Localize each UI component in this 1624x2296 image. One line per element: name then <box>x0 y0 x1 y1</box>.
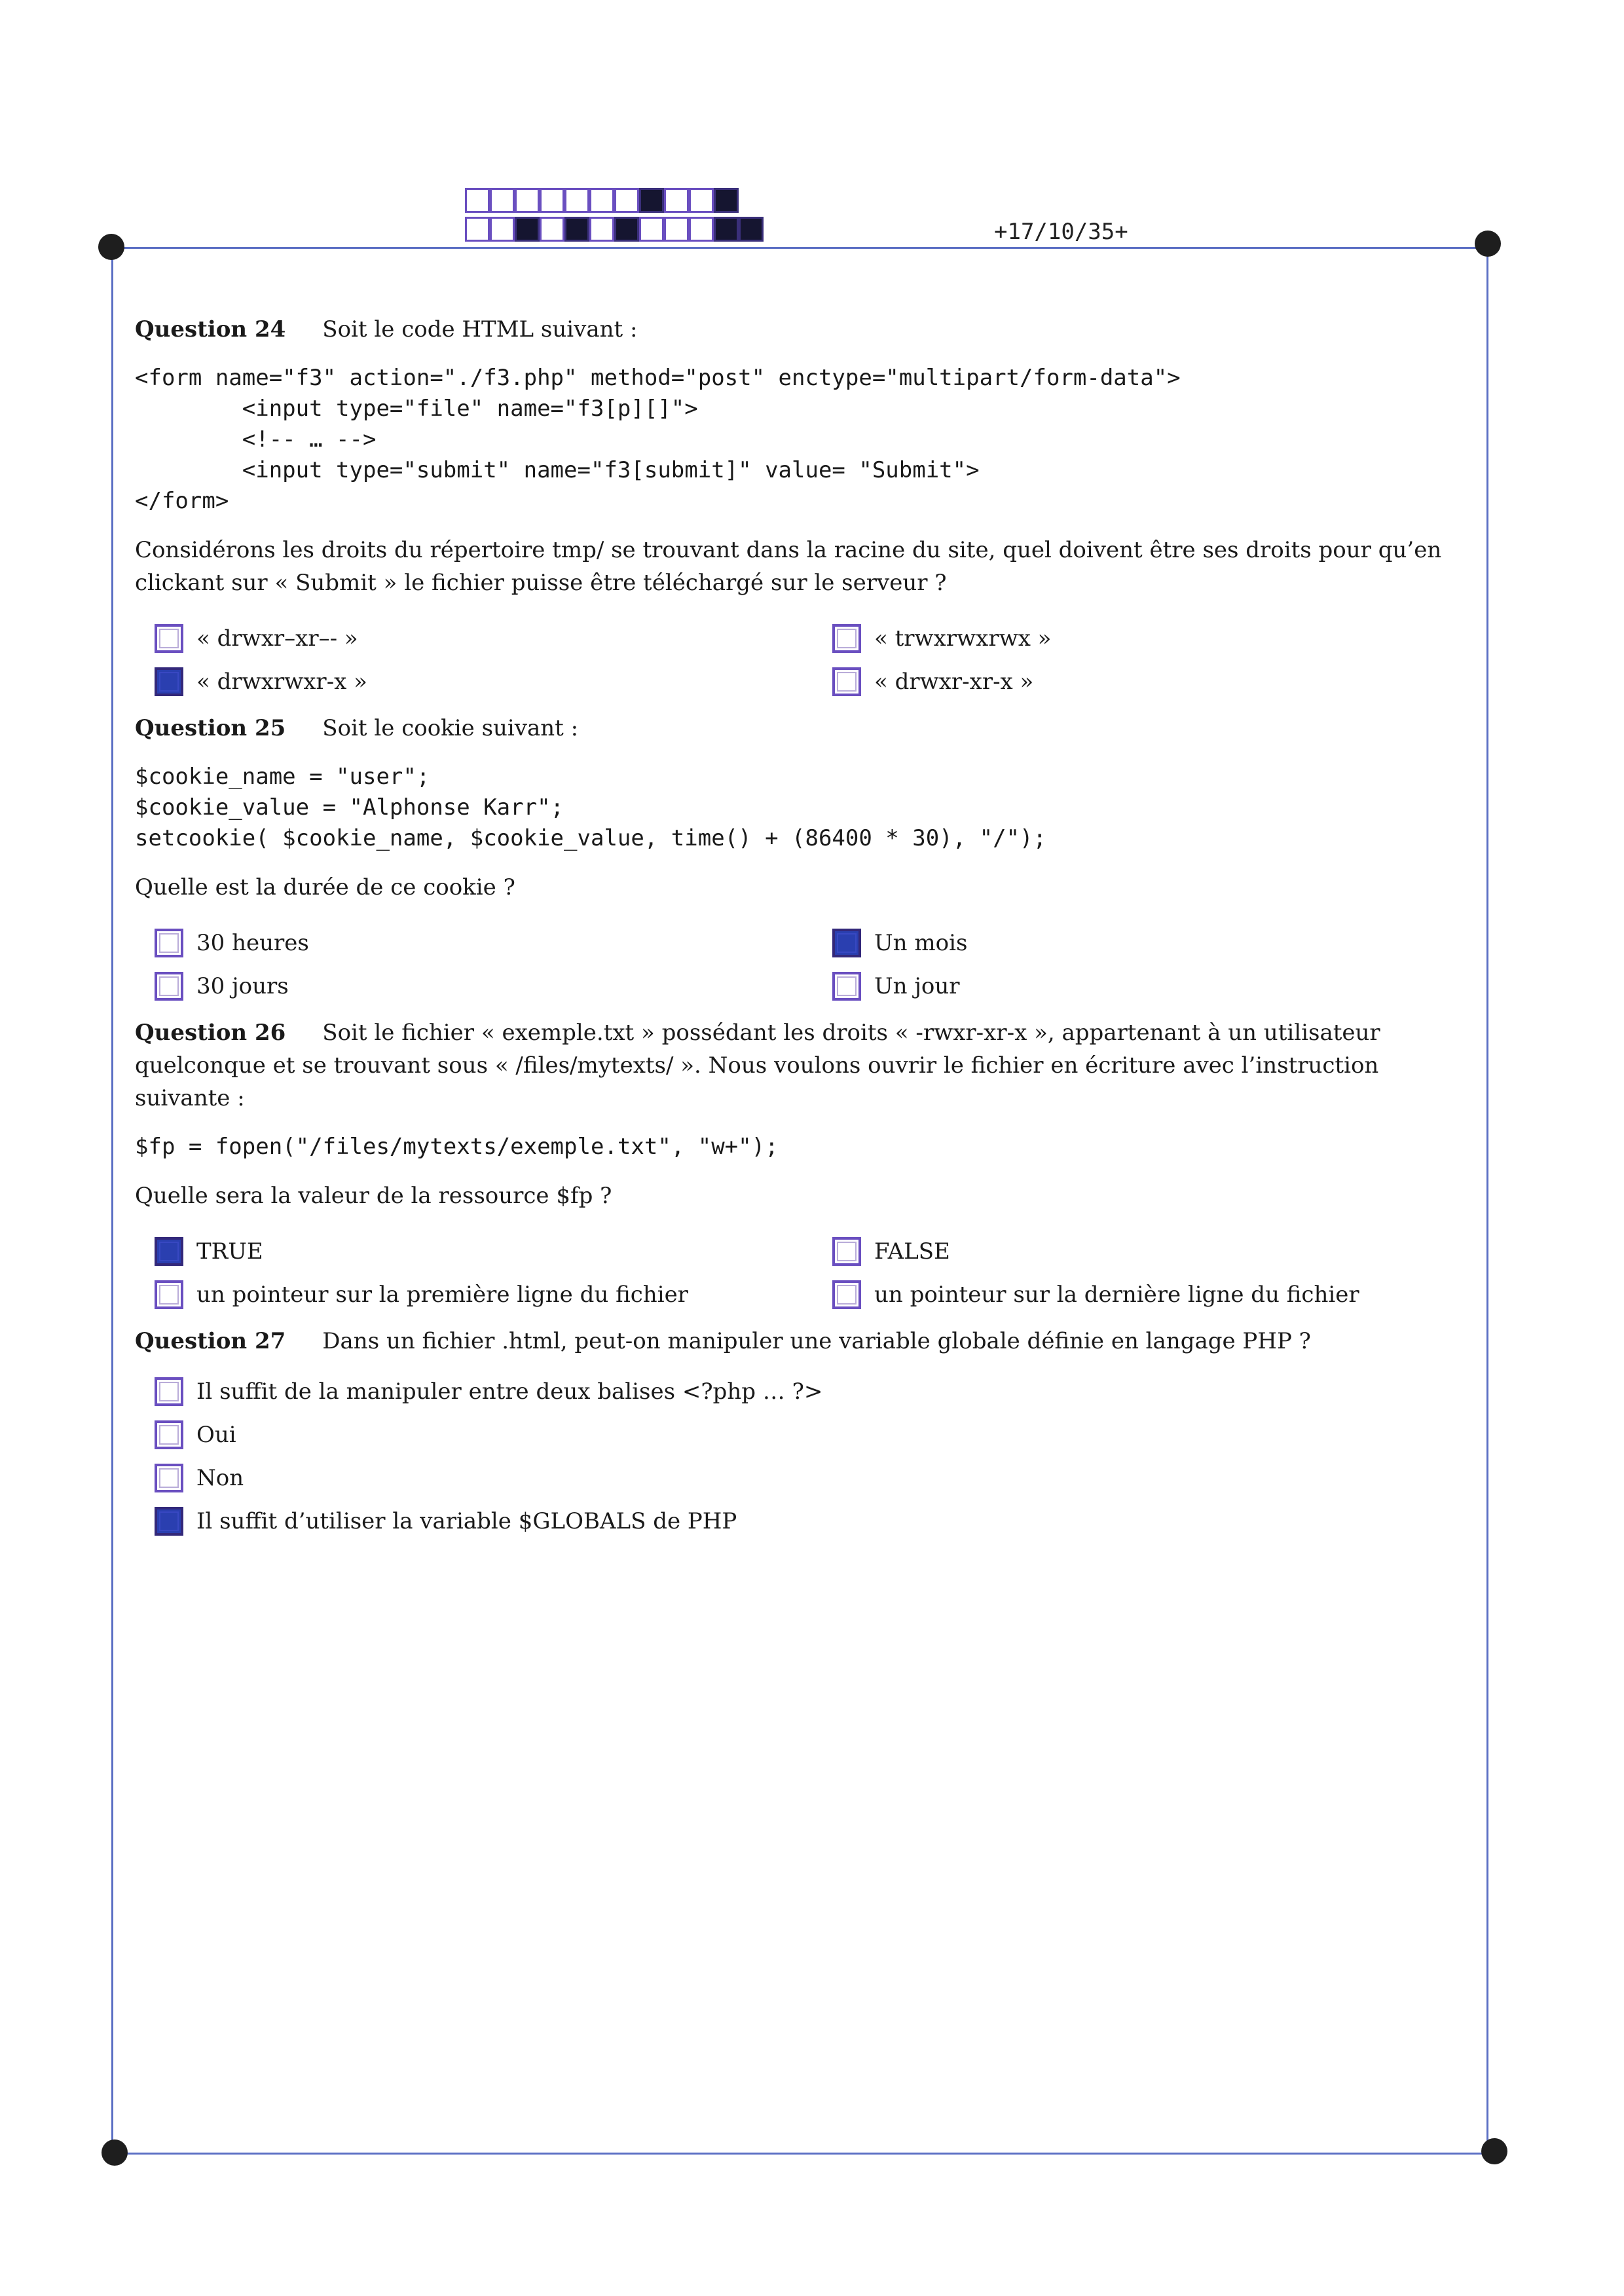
corner-marker-top-right <box>1475 231 1501 257</box>
checked-checkbox[interactable] <box>832 929 861 957</box>
barcode-row <box>465 217 764 242</box>
question-heading <box>135 712 1477 745</box>
question-heading <box>135 313 1477 346</box>
code-line: <input type="submit" name="f3[submit]" value= "Submit"> <box>135 457 980 483</box>
empty-checkbox[interactable] <box>155 929 183 957</box>
code-line: <!-- … --> <box>135 426 377 453</box>
barcode-cell <box>465 217 490 242</box>
answer-label: « drwxr–xr–- » <box>196 625 358 652</box>
answer-option[interactable] <box>832 967 1487 1006</box>
empty-checkbox[interactable] <box>832 1280 861 1309</box>
answer-label: « drwxrwxr-x » <box>196 669 367 695</box>
answer-label: Il suffit de la manipuler entre deux balises <?php … ?> <box>196 1379 823 1405</box>
frame-left-line <box>111 247 113 2156</box>
barcode-cell <box>664 188 689 213</box>
question-intro: Soit le fichier « exemple.txt » possédant les droits « -rwxr-xr-x », appartenant à un utilisateur quelconque et se trouvant sous « /files/mytexts/ ». Nous voulons ouvrir le fichier en écriture avec l’instruction suivante : <box>135 1020 1380 1111</box>
question-label: Question 24 <box>135 316 286 343</box>
empty-checkbox[interactable] <box>832 624 861 653</box>
answer-label: 30 jours <box>196 973 289 999</box>
barcode-cell <box>515 188 540 213</box>
answer-label: Non <box>196 1465 244 1491</box>
question-intro: Soit le code HTML suivant : <box>322 316 638 343</box>
answer-list <box>155 1232 1477 1314</box>
question-heading <box>135 1016 1477 1115</box>
empty-checkbox[interactable] <box>832 667 861 696</box>
answer-label: Il suffit d’utiliser la variable $GLOBALS de PHP <box>196 1508 737 1534</box>
barcode-cell <box>664 217 689 242</box>
code-line: <form name="f3" action="./f3.php" method="post" enctype="multipart/form-data"> <box>135 365 1181 391</box>
scan-barcode <box>465 188 764 246</box>
empty-checkbox[interactable] <box>155 1464 183 1492</box>
checked-checkbox[interactable] <box>155 667 183 696</box>
corner-marker-bottom-left <box>101 2139 128 2166</box>
barcode-cell <box>515 217 540 242</box>
barcode-cell <box>614 188 639 213</box>
empty-checkbox[interactable] <box>155 1377 183 1406</box>
answer-option[interactable] <box>155 923 832 963</box>
barcode-cell <box>589 217 614 242</box>
frame-right-line <box>1486 247 1488 2156</box>
answer-label: 30 heures <box>196 930 309 956</box>
question-label: Question 25 <box>135 715 286 741</box>
question-26 <box>135 1016 1477 1314</box>
answer-list <box>155 923 1477 1006</box>
questions-area <box>135 313 1477 1541</box>
answer-label: TRUE <box>196 1238 263 1265</box>
empty-checkbox[interactable] <box>832 1237 861 1266</box>
barcode-cell <box>490 188 515 213</box>
corner-marker-bottom-right <box>1481 2138 1507 2164</box>
barcode-cell <box>689 217 714 242</box>
checked-checkbox[interactable] <box>155 1507 183 1536</box>
answer-label: « trwxrwxrwx » <box>874 625 1052 652</box>
answer-option[interactable] <box>832 923 1487 963</box>
empty-checkbox[interactable] <box>832 972 861 1001</box>
question-prompt: Quelle sera la valeur de la ressource $fp ? <box>135 1183 612 1209</box>
question-25 <box>135 712 1477 1006</box>
frame-top-line <box>111 247 1486 249</box>
answer-list <box>155 1372 1477 1541</box>
answer-option[interactable] <box>832 1275 1487 1314</box>
empty-checkbox[interactable] <box>155 1420 183 1449</box>
code-block <box>135 762 1477 854</box>
answer-option[interactable] <box>155 1232 832 1271</box>
code-block <box>135 1132 1477 1162</box>
barcode-cell <box>564 217 589 242</box>
code-line: <input type="file" name="f3[p][]"> <box>135 396 698 422</box>
barcode-row <box>465 188 764 213</box>
barcode-cell <box>639 217 664 242</box>
barcode-cell <box>465 188 490 213</box>
corner-marker-top-left <box>98 234 124 260</box>
question-prompt: Quelle est la durée de ce cookie ? <box>135 874 515 900</box>
answer-label: Un jour <box>874 973 960 999</box>
answer-option[interactable] <box>832 1232 1487 1271</box>
answer-label: FALSE <box>874 1238 950 1265</box>
answer-label: « drwxr-xr-x » <box>874 669 1034 695</box>
code-line: $fp = fopen("/files/mytexts/exemple.txt", "w+"); <box>135 1134 779 1160</box>
question-label: Question 26 <box>135 1020 286 1046</box>
barcode-cell <box>564 188 589 213</box>
question-intro: Dans un fichier .html, peut-on manipuler une variable globale définie en langage PHP ? <box>322 1328 1311 1354</box>
code-line: $cookie_name = "user"; <box>135 764 430 790</box>
answer-label: un pointeur sur la première ligne du fichier <box>196 1282 688 1308</box>
page-id: +17/10/35+ <box>994 219 1128 245</box>
answer-label: Oui <box>196 1422 236 1448</box>
answer-option[interactable] <box>832 662 1487 701</box>
answer-label: Un mois <box>874 930 968 956</box>
barcode-cell <box>714 188 739 213</box>
answer-option[interactable] <box>832 619 1487 658</box>
question-prompt: Considérons les droits du répertoire tmp/ se trouvant dans la racine du site, quel doivent être ses droits pour qu’en clickant sur « Submit » le fichier puisse être téléchargé sur le serveur ? <box>135 537 1442 596</box>
code-line: $cookie_value = "Alphonse Karr"; <box>135 794 564 821</box>
question-label: Question 27 <box>135 1328 286 1354</box>
empty-checkbox[interactable] <box>155 1280 183 1309</box>
answer-list <box>155 619 1477 701</box>
question-intro: Soit le cookie suivant : <box>322 715 579 741</box>
answer-label: un pointeur sur la dernière ligne du fichier <box>874 1282 1359 1308</box>
barcode-cell <box>714 217 739 242</box>
code-line: setcookie( $cookie_name, $cookie_value, time() + (86400 * 30), "/"); <box>135 825 1046 851</box>
answer-option[interactable] <box>155 1502 1071 1541</box>
frame-bottom-line <box>115 2153 1495 2155</box>
answer-option[interactable] <box>155 1275 832 1314</box>
barcode-cell <box>614 217 639 242</box>
question-heading <box>135 1325 1477 1358</box>
barcode-cell <box>589 188 614 213</box>
barcode-cell <box>639 188 664 213</box>
empty-checkbox[interactable] <box>155 972 183 1001</box>
barcode-cell <box>540 217 564 242</box>
answer-option[interactable] <box>155 967 832 1006</box>
answer-option[interactable] <box>155 619 832 658</box>
barcode-cell <box>490 217 515 242</box>
code-line: </form> <box>135 488 229 514</box>
barcode-cell <box>739 217 764 242</box>
question-24 <box>135 313 1477 701</box>
answer-option[interactable] <box>155 1458 1071 1498</box>
answer-option[interactable] <box>155 1415 1071 1454</box>
question-27 <box>135 1325 1477 1541</box>
barcode-cell <box>689 188 714 213</box>
barcode-cell <box>540 188 564 213</box>
empty-checkbox[interactable] <box>155 624 183 653</box>
code-block <box>135 363 1477 517</box>
answer-option[interactable] <box>155 1372 1071 1411</box>
checked-checkbox[interactable] <box>155 1237 183 1266</box>
answer-option[interactable] <box>155 662 832 701</box>
